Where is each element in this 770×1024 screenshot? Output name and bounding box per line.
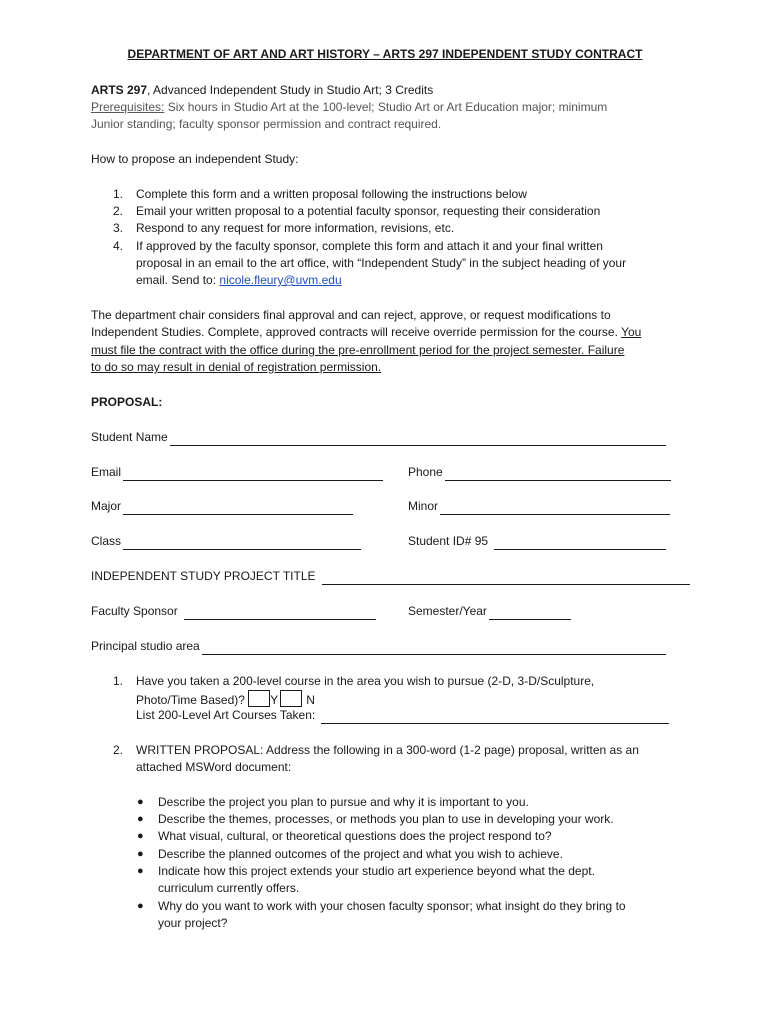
student-id-blank[interactable] xyxy=(494,536,666,550)
major-field[interactable] xyxy=(91,498,353,515)
question-number: 1. xyxy=(113,674,124,688)
step-text: Respond to any request for more information, revisions, etc. xyxy=(136,221,455,235)
faculty-sponsor-label: Faculty Sponsor xyxy=(91,604,178,618)
yes-label: Y xyxy=(270,693,279,707)
proposal-heading: PROPOSAL: xyxy=(91,395,163,409)
courses-taken-field[interactable] xyxy=(136,707,669,724)
question-number: 2. xyxy=(113,743,124,757)
page-title: DEPARTMENT OF ART AND ART HISTORY – ARTS 297 INDEPENDENT STUDY CONTRACT xyxy=(127,47,643,61)
step-text-continued: proposal in an email to the art office, with “Independent Study” in the subject heading of your xyxy=(136,256,627,270)
question-2-text: WRITTEN PROPOSAL: Address the following in a 300-word (1-2 page) proposal, written as an xyxy=(136,743,639,757)
class-blank[interactable] xyxy=(123,536,361,550)
notice-line-3: must file the contract with the office during the pre-enrollment period for the project semester. Failure xyxy=(91,343,625,357)
step-number: 2. xyxy=(113,204,124,218)
step-text-continued xyxy=(136,272,342,289)
faculty-sponsor-blank[interactable] xyxy=(184,606,376,620)
student-name-label: Student Name xyxy=(91,430,168,444)
semester-year-field[interactable] xyxy=(408,603,571,620)
bullet-text: Describe the planned outcomes of the project and what you wish to achieve. xyxy=(158,847,563,861)
project-title-field[interactable] xyxy=(91,568,690,585)
no-checkbox[interactable] xyxy=(280,690,302,707)
yes-checkbox[interactable] xyxy=(248,690,270,707)
student-id-label: Student ID# 95 xyxy=(408,534,489,548)
step-number: 4. xyxy=(113,239,124,253)
project-title-blank[interactable] xyxy=(322,571,690,585)
email-link[interactable]: nicole.fleury@uvm.edu xyxy=(219,273,342,287)
studio-area-blank[interactable] xyxy=(202,641,666,655)
minor-blank[interactable] xyxy=(440,501,670,515)
major-label: Major xyxy=(91,499,122,513)
bullet-text: Indicate how this project extends your studio art experience beyond what the dept. xyxy=(158,864,595,878)
prerequisites-line-2: Junior standing; faculty sponsor permission and contract required. xyxy=(91,117,442,131)
class-field[interactable] xyxy=(91,533,361,550)
phone-label: Phone xyxy=(408,465,443,479)
major-blank[interactable] xyxy=(123,501,353,515)
bullet-text: Describe the themes, processes, or methods you plan to use in developing your work. xyxy=(158,812,614,826)
email-field[interactable] xyxy=(91,464,383,481)
bullet-text: Describe the project you plan to pursue and why it is important to you. xyxy=(158,795,529,809)
bullet-icon: ● xyxy=(137,865,144,877)
phone-blank[interactable] xyxy=(445,467,671,481)
prerequisites-line-1 xyxy=(91,99,607,116)
student-name-blank[interactable] xyxy=(170,432,666,446)
bullet-icon: ● xyxy=(137,830,144,842)
bullet-text: What visual, cultural, or theoretical questions does the project respond to? xyxy=(158,829,552,843)
prerequisites-label: Prerequisites: xyxy=(91,100,165,114)
notice-line-1: The department chair considers final approval and can reject, approve, or request modifications to xyxy=(91,308,611,322)
step-text: If approved by the faculty sponsor, complete this form and attach it and your final written xyxy=(136,239,603,253)
howto-heading: How to propose an independent Study: xyxy=(91,152,299,166)
bullet-text: Why do you want to work with your chosen faculty sponsor; what insight do they bring to xyxy=(158,899,626,913)
bullet-text-continued: your project? xyxy=(158,916,228,930)
minor-label: Minor xyxy=(408,499,439,513)
step-number: 3. xyxy=(113,221,124,235)
course-description: , Advanced Independent Study in Studio Art; 3 Credits xyxy=(147,83,434,97)
project-title-label: INDEPENDENT STUDY PROJECT TITLE xyxy=(91,569,316,583)
bullet-icon: ● xyxy=(137,848,144,860)
question-1-text: Have you taken a 200-level course in the area you wish to pursue (2-D, 3-D/Sculpture, xyxy=(136,674,595,688)
bullet-icon: ● xyxy=(137,813,144,825)
no-label: N xyxy=(306,693,315,707)
notice-line-2 xyxy=(91,324,641,341)
courses-taken-label: List 200-Level Art Courses Taken: xyxy=(136,708,316,722)
step-text: Email your written proposal to a potential faculty sponsor, requesting their consideration xyxy=(136,204,601,218)
course-code: ARTS 297 xyxy=(91,83,148,97)
notice-text: Independent Studies. Complete, approved contracts will receive override permission for the course. xyxy=(91,325,622,339)
student-name-field[interactable] xyxy=(91,429,666,446)
bullet-text-continued: curriculum currently offers. xyxy=(158,881,300,895)
email-blank[interactable] xyxy=(123,467,383,481)
question-1-text-continued: Photo/Time Based)? xyxy=(136,693,249,707)
faculty-sponsor-field[interactable] xyxy=(91,603,376,620)
question-2-text-continued: attached MSWord document: xyxy=(136,760,292,774)
student-id-field[interactable] xyxy=(408,533,666,550)
notice-line-4: to do so may result in denial of registration permission. xyxy=(91,360,382,374)
semester-year-blank[interactable] xyxy=(489,606,571,620)
prerequisites-text-1: Six hours in Studio Art at the 100-level; Studio Art or Art Education major; minimum xyxy=(164,100,608,114)
minor-field[interactable] xyxy=(408,498,670,515)
semester-year-label: Semester/Year xyxy=(408,604,487,618)
notice-emphasis: You xyxy=(621,325,642,339)
course-line xyxy=(91,82,433,99)
email-label: Email xyxy=(91,465,122,479)
studio-area-field[interactable] xyxy=(91,638,666,655)
step-text: Complete this form and a written proposal following the instructions below xyxy=(136,187,527,201)
class-label: Class xyxy=(91,534,122,548)
bullet-icon: ● xyxy=(137,796,144,808)
step-number: 1. xyxy=(113,187,124,201)
phone-field[interactable] xyxy=(408,464,671,481)
studio-area-label: Principal studio area xyxy=(91,639,200,653)
courses-taken-blank[interactable] xyxy=(321,710,669,724)
send-to-label: email. Send to: xyxy=(136,273,220,287)
bullet-icon: ● xyxy=(137,900,144,912)
